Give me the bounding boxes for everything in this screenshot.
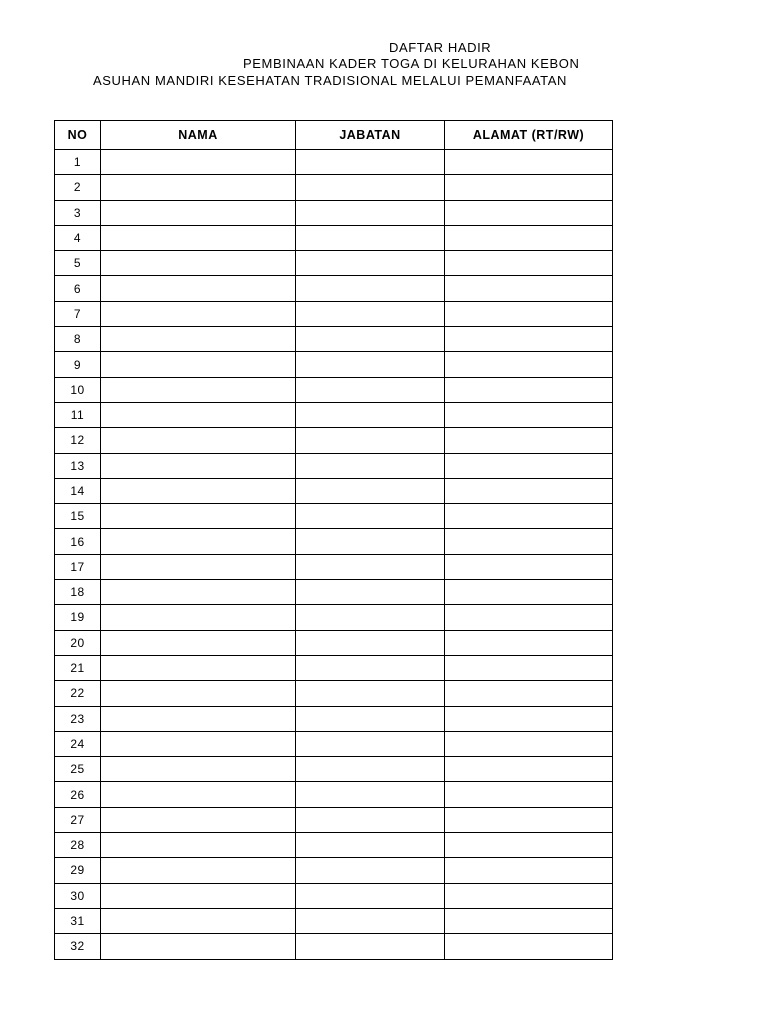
table-row: [55, 327, 613, 352]
table-body: [55, 150, 613, 960]
table-row: [55, 580, 613, 605]
header-alamat: ALAMAT (RT/RW): [445, 121, 613, 150]
jabatan-cell[interactable]: [296, 200, 445, 225]
row-number-cell: 22: [55, 681, 101, 706]
jabatan-cell[interactable]: [296, 402, 445, 427]
alamat-cell[interactable]: [445, 200, 613, 225]
alamat-cell[interactable]: [445, 251, 613, 276]
jabatan-cell[interactable]: [296, 504, 445, 529]
nama-cell[interactable]: [101, 225, 296, 250]
row-number-cell: 16: [55, 529, 101, 554]
row-number-cell: 28: [55, 833, 101, 858]
table-row: [55, 428, 613, 453]
table-row: [55, 175, 613, 200]
row-number-cell: 10: [55, 377, 101, 402]
row-number-cell: 5: [55, 251, 101, 276]
nama-cell[interactable]: [101, 934, 296, 959]
jabatan-cell[interactable]: [296, 352, 445, 377]
document-subtitle: PEMBINAAN KADER TOGA DI KELURAHAN KEBON: [243, 56, 580, 71]
jabatan-cell[interactable]: [296, 251, 445, 276]
nama-cell[interactable]: [101, 352, 296, 377]
nama-cell[interactable]: [101, 175, 296, 200]
nama-cell[interactable]: [101, 453, 296, 478]
row-number-cell: 2: [55, 175, 101, 200]
table-row: [55, 301, 613, 326]
nama-cell[interactable]: [101, 478, 296, 503]
alamat-cell[interactable]: [445, 352, 613, 377]
table-row: [55, 833, 613, 858]
jabatan-cell[interactable]: [296, 757, 445, 782]
table-row: [55, 377, 613, 402]
nama-cell[interactable]: [101, 402, 296, 427]
row-number-cell: 3: [55, 200, 101, 225]
jabatan-cell[interactable]: [296, 883, 445, 908]
row-number-cell: 7: [55, 301, 101, 326]
nama-cell[interactable]: [101, 605, 296, 630]
nama-cell[interactable]: [101, 554, 296, 579]
nama-cell[interactable]: [101, 655, 296, 680]
table-row: [55, 478, 613, 503]
alamat-cell[interactable]: [445, 327, 613, 352]
nama-cell[interactable]: [101, 529, 296, 554]
row-number-cell: 11: [55, 402, 101, 427]
row-number-cell: 15: [55, 504, 101, 529]
row-number-cell: 31: [55, 908, 101, 933]
nama-cell[interactable]: [101, 504, 296, 529]
alamat-cell[interactable]: [445, 301, 613, 326]
alamat-cell[interactable]: [445, 225, 613, 250]
table-row: [55, 681, 613, 706]
row-number-cell: 4: [55, 225, 101, 250]
table-row: [55, 453, 613, 478]
jabatan-cell[interactable]: [296, 150, 445, 175]
nama-cell[interactable]: [101, 377, 296, 402]
alamat-cell[interactable]: [445, 908, 613, 933]
nama-cell[interactable]: [101, 731, 296, 756]
table-row: [55, 276, 613, 301]
table-row: [55, 934, 613, 959]
nama-cell[interactable]: [101, 580, 296, 605]
jabatan-cell[interactable]: [296, 175, 445, 200]
table-row: [55, 630, 613, 655]
alamat-cell[interactable]: [445, 402, 613, 427]
nama-cell[interactable]: [101, 706, 296, 731]
row-number-cell: 13: [55, 453, 101, 478]
alamat-cell[interactable]: [445, 478, 613, 503]
table-row: [55, 251, 613, 276]
jabatan-cell[interactable]: [296, 908, 445, 933]
table-row: [55, 200, 613, 225]
row-number-cell: 24: [55, 731, 101, 756]
nama-cell[interactable]: [101, 301, 296, 326]
document-title: DAFTAR HADIR: [389, 40, 492, 55]
alamat-cell[interactable]: [445, 580, 613, 605]
table-row: [55, 908, 613, 933]
jabatan-cell[interactable]: [296, 630, 445, 655]
alamat-cell[interactable]: [445, 807, 613, 832]
row-number-cell: 14: [55, 478, 101, 503]
header-nama: NAMA: [101, 121, 296, 150]
alamat-cell[interactable]: [445, 529, 613, 554]
nama-cell[interactable]: [101, 858, 296, 883]
header-no: NO: [55, 121, 101, 150]
alamat-cell[interactable]: [445, 706, 613, 731]
table-row: [55, 554, 613, 579]
nama-cell[interactable]: [101, 276, 296, 301]
nama-cell[interactable]: [101, 833, 296, 858]
jabatan-cell[interactable]: [296, 833, 445, 858]
table-row: [55, 605, 613, 630]
jabatan-cell[interactable]: [296, 934, 445, 959]
row-number-cell: 26: [55, 782, 101, 807]
jabatan-cell[interactable]: [296, 782, 445, 807]
nama-cell[interactable]: [101, 883, 296, 908]
jabatan-cell[interactable]: [296, 681, 445, 706]
jabatan-cell[interactable]: [296, 731, 445, 756]
nama-cell[interactable]: [101, 908, 296, 933]
jabatan-cell[interactable]: [296, 529, 445, 554]
alamat-cell[interactable]: [445, 883, 613, 908]
alamat-cell[interactable]: [445, 504, 613, 529]
row-number-cell: 29: [55, 858, 101, 883]
jabatan-cell[interactable]: [296, 478, 445, 503]
nama-cell[interactable]: [101, 757, 296, 782]
alamat-cell[interactable]: [445, 655, 613, 680]
row-number-cell: 23: [55, 706, 101, 731]
jabatan-cell[interactable]: [296, 428, 445, 453]
jabatan-cell[interactable]: [296, 453, 445, 478]
jabatan-cell[interactable]: [296, 276, 445, 301]
table-row: [55, 883, 613, 908]
row-number-cell: 20: [55, 630, 101, 655]
table-row: [55, 225, 613, 250]
row-number-cell: 32: [55, 934, 101, 959]
table-row: [55, 150, 613, 175]
nama-cell[interactable]: [101, 150, 296, 175]
jabatan-cell[interactable]: [296, 605, 445, 630]
jabatan-cell[interactable]: [296, 225, 445, 250]
nama-cell[interactable]: [101, 782, 296, 807]
row-number-cell: 1: [55, 150, 101, 175]
table-row: [55, 731, 613, 756]
header-jabatan: JABATAN: [296, 121, 445, 150]
attendance-table: [54, 120, 613, 960]
alamat-cell[interactable]: [445, 428, 613, 453]
row-number-cell: 19: [55, 605, 101, 630]
alamat-cell[interactable]: [445, 175, 613, 200]
row-number-cell: 25: [55, 757, 101, 782]
alamat-cell[interactable]: [445, 681, 613, 706]
alamat-cell[interactable]: [445, 934, 613, 959]
row-number-cell: 27: [55, 807, 101, 832]
jabatan-cell[interactable]: [296, 301, 445, 326]
nama-cell[interactable]: [101, 428, 296, 453]
table-row: [55, 529, 613, 554]
jabatan-cell[interactable]: [296, 554, 445, 579]
row-number-cell: 9: [55, 352, 101, 377]
nama-cell[interactable]: [101, 807, 296, 832]
table-row: [55, 706, 613, 731]
alamat-cell[interactable]: [445, 833, 613, 858]
alamat-cell[interactable]: [445, 782, 613, 807]
alamat-cell[interactable]: [445, 630, 613, 655]
alamat-cell[interactable]: [445, 276, 613, 301]
table-row: [55, 504, 613, 529]
nama-cell[interactable]: [101, 327, 296, 352]
jabatan-cell[interactable]: [296, 807, 445, 832]
jabatan-cell[interactable]: [296, 655, 445, 680]
alamat-cell[interactable]: [445, 858, 613, 883]
table-header-row: [55, 121, 613, 150]
nama-cell[interactable]: [101, 251, 296, 276]
row-number-cell: 17: [55, 554, 101, 579]
row-number-cell: 18: [55, 580, 101, 605]
table-row: [55, 352, 613, 377]
nama-cell[interactable]: [101, 200, 296, 225]
alamat-cell[interactable]: [445, 731, 613, 756]
nama-cell[interactable]: [101, 630, 296, 655]
row-number-cell: 8: [55, 327, 101, 352]
alamat-cell[interactable]: [445, 605, 613, 630]
table-row: [55, 782, 613, 807]
jabatan-cell[interactable]: [296, 327, 445, 352]
alamat-cell[interactable]: [445, 150, 613, 175]
row-number-cell: 6: [55, 276, 101, 301]
row-number-cell: 21: [55, 655, 101, 680]
jabatan-cell[interactable]: [296, 706, 445, 731]
jabatan-cell[interactable]: [296, 580, 445, 605]
table-row: [55, 655, 613, 680]
document-subtitle-2: ASUHAN MANDIRI KESEHATAN TRADISIONAL MELALUI PEMANFAATAN: [93, 73, 567, 88]
jabatan-cell[interactable]: [296, 377, 445, 402]
table-row: [55, 757, 613, 782]
row-number-cell: 30: [55, 883, 101, 908]
jabatan-cell[interactable]: [296, 858, 445, 883]
table-row: [55, 807, 613, 832]
alamat-cell[interactable]: [445, 377, 613, 402]
alamat-cell[interactable]: [445, 453, 613, 478]
table-row: [55, 402, 613, 427]
nama-cell[interactable]: [101, 681, 296, 706]
alamat-cell[interactable]: [445, 554, 613, 579]
alamat-cell[interactable]: [445, 757, 613, 782]
row-number-cell: 12: [55, 428, 101, 453]
table-row: [55, 858, 613, 883]
